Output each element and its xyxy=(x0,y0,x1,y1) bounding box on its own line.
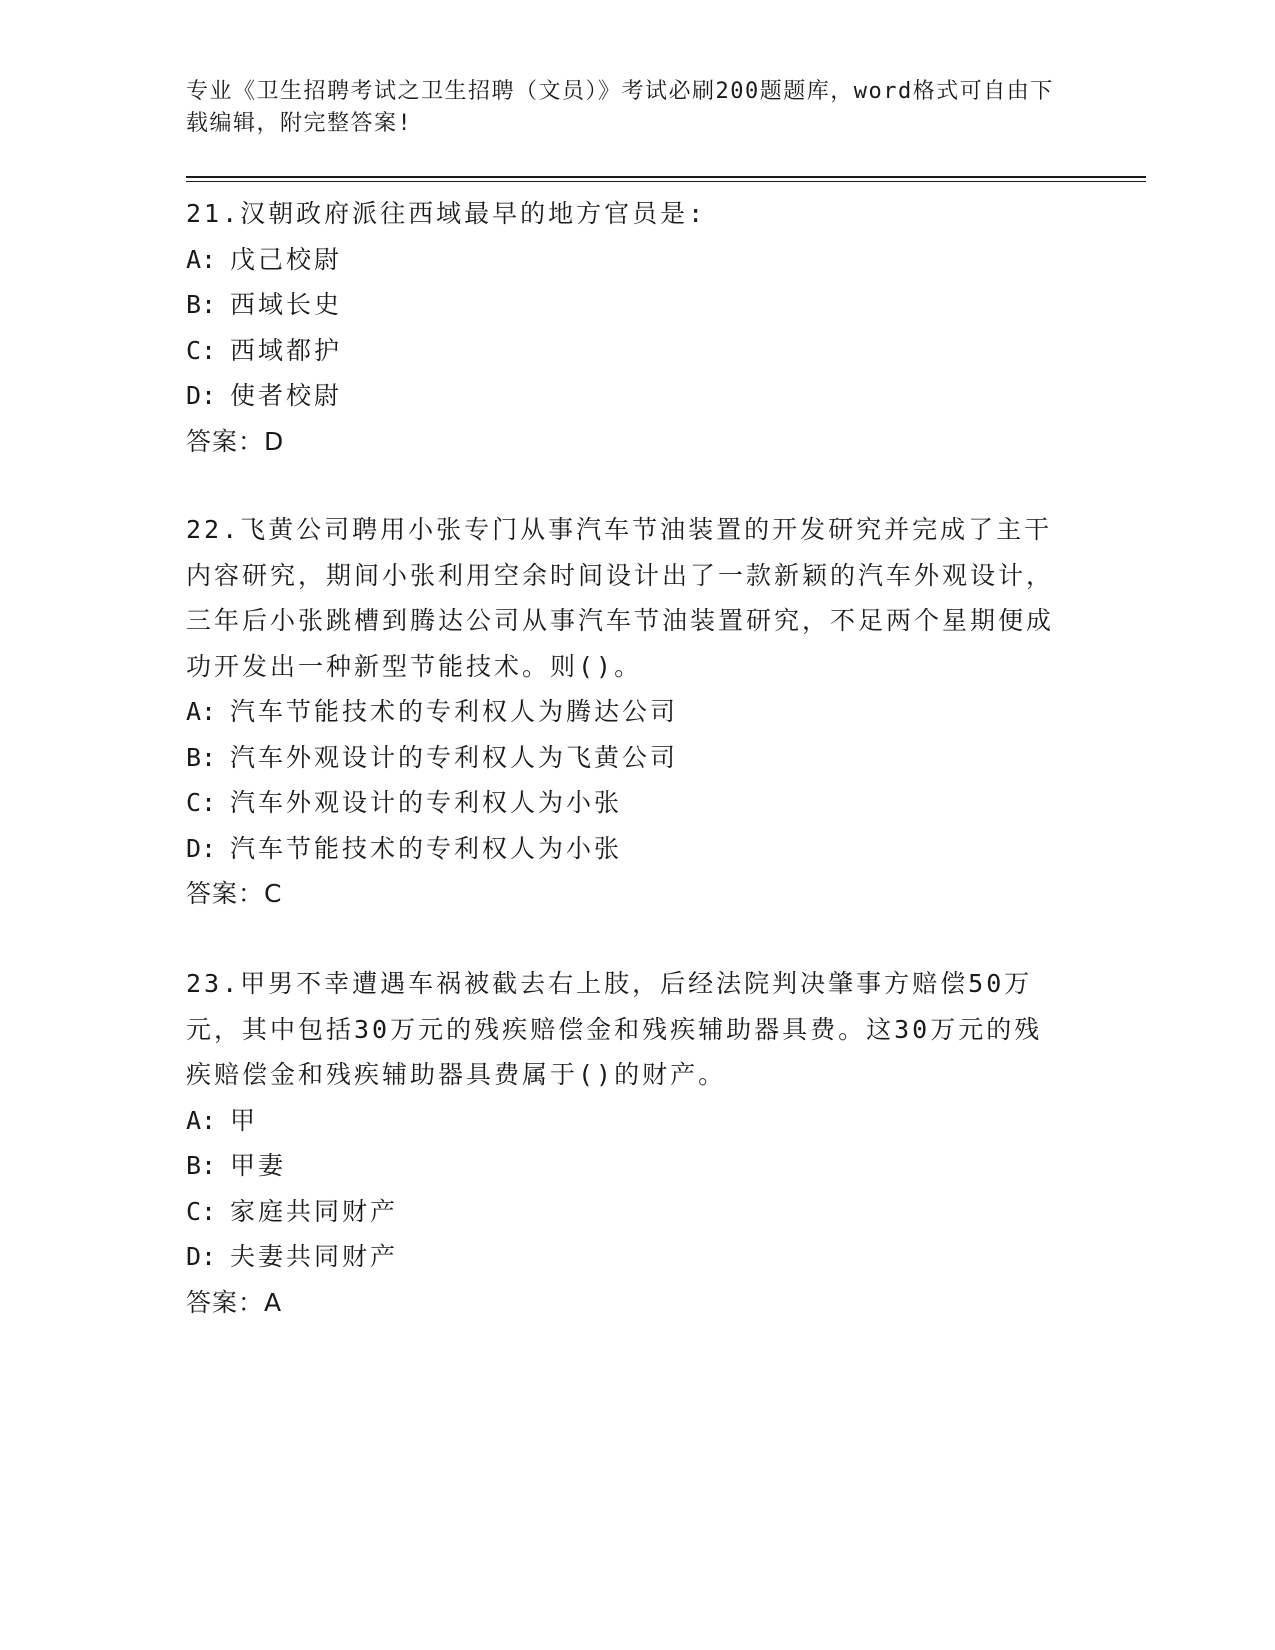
option-text: 汽车外观设计的专利权人为飞黄公司 xyxy=(230,742,679,772)
option-a xyxy=(186,237,1066,283)
option-d xyxy=(186,373,1066,419)
answer-line: 答案：D xyxy=(186,426,285,456)
option-text: 汽车节能技术的专利权人为腾达公司 xyxy=(230,697,679,726)
option-c xyxy=(186,780,1066,826)
option-a xyxy=(186,689,1066,735)
question-22 xyxy=(186,507,1066,917)
option-letter: D: xyxy=(186,1242,217,1271)
answer-line: 答案：A xyxy=(186,1287,283,1317)
option-letter: C: xyxy=(186,1196,217,1226)
option-letter: A: xyxy=(186,697,217,726)
option-text: 西域都护 xyxy=(230,335,343,365)
option-letter: A: xyxy=(186,1105,217,1135)
option-d xyxy=(186,1234,1066,1280)
header-divider-thin xyxy=(186,181,1146,182)
option-letter: D: xyxy=(186,833,217,863)
option-letter: B: xyxy=(186,742,217,772)
option-letter: A: xyxy=(186,244,217,274)
option-c xyxy=(186,1189,1066,1235)
option-b xyxy=(186,735,1066,781)
option-letter: C: xyxy=(186,335,217,365)
option-a xyxy=(186,1098,1066,1144)
option-c xyxy=(186,328,1066,374)
option-b xyxy=(186,282,1066,328)
question-stem: 22.飞黄公司聘用小张专门从事汽车节油装置的开发研究并完成了主干内容研究，期间小张利用空余时间设计出了一款新颖的汽车外观设计，三年后小张跳槽到腾达公司从事汽车节油装置研究，不足两个星期便成功开发出一种新型节能技术。则()。 xyxy=(186,515,1055,681)
question-stem: 21.汉朝政府派往西域最早的地方官员是: xyxy=(186,199,707,228)
header-divider-thick xyxy=(186,176,1146,178)
option-letter: B: xyxy=(186,1151,217,1180)
option-text: 家庭共同财产 xyxy=(230,1196,399,1226)
question-stem: 23.甲男不幸遭遇车祸被截去右上肢，后经法院判决肇事方赔偿50万元，其中包括30万元的残疾赔偿金和残疾辅助器具费。这30万元的残疾赔偿金和残疾辅助器具费属于()的财产。 xyxy=(186,969,1043,1089)
option-b xyxy=(186,1143,1066,1189)
question-23 xyxy=(186,961,1066,1325)
option-text: 甲妻 xyxy=(230,1151,287,1180)
option-text: 汽车节能技术的专利权人为小张 xyxy=(230,833,623,863)
option-text: 夫妻共同财产 xyxy=(230,1242,399,1271)
option-text: 汽车外观设计的专利权人为小张 xyxy=(230,788,623,817)
option-letter: D: xyxy=(186,381,217,410)
option-d xyxy=(186,826,1066,872)
option-letter: C: xyxy=(186,788,217,817)
question-21 xyxy=(186,191,1066,464)
option-letter: B: xyxy=(186,290,217,319)
option-text: 戊己校尉 xyxy=(230,244,343,274)
document-header: 专业《卫生招聘考试之卫生招聘（文员）》考试必刷200题题库，word格式可自由下载编辑，附完整答案! xyxy=(186,79,1054,136)
answer-line: 答案：C xyxy=(186,879,283,908)
option-text: 甲 xyxy=(230,1105,259,1135)
option-text: 使者校尉 xyxy=(230,381,343,410)
option-text: 西域长史 xyxy=(230,290,343,319)
